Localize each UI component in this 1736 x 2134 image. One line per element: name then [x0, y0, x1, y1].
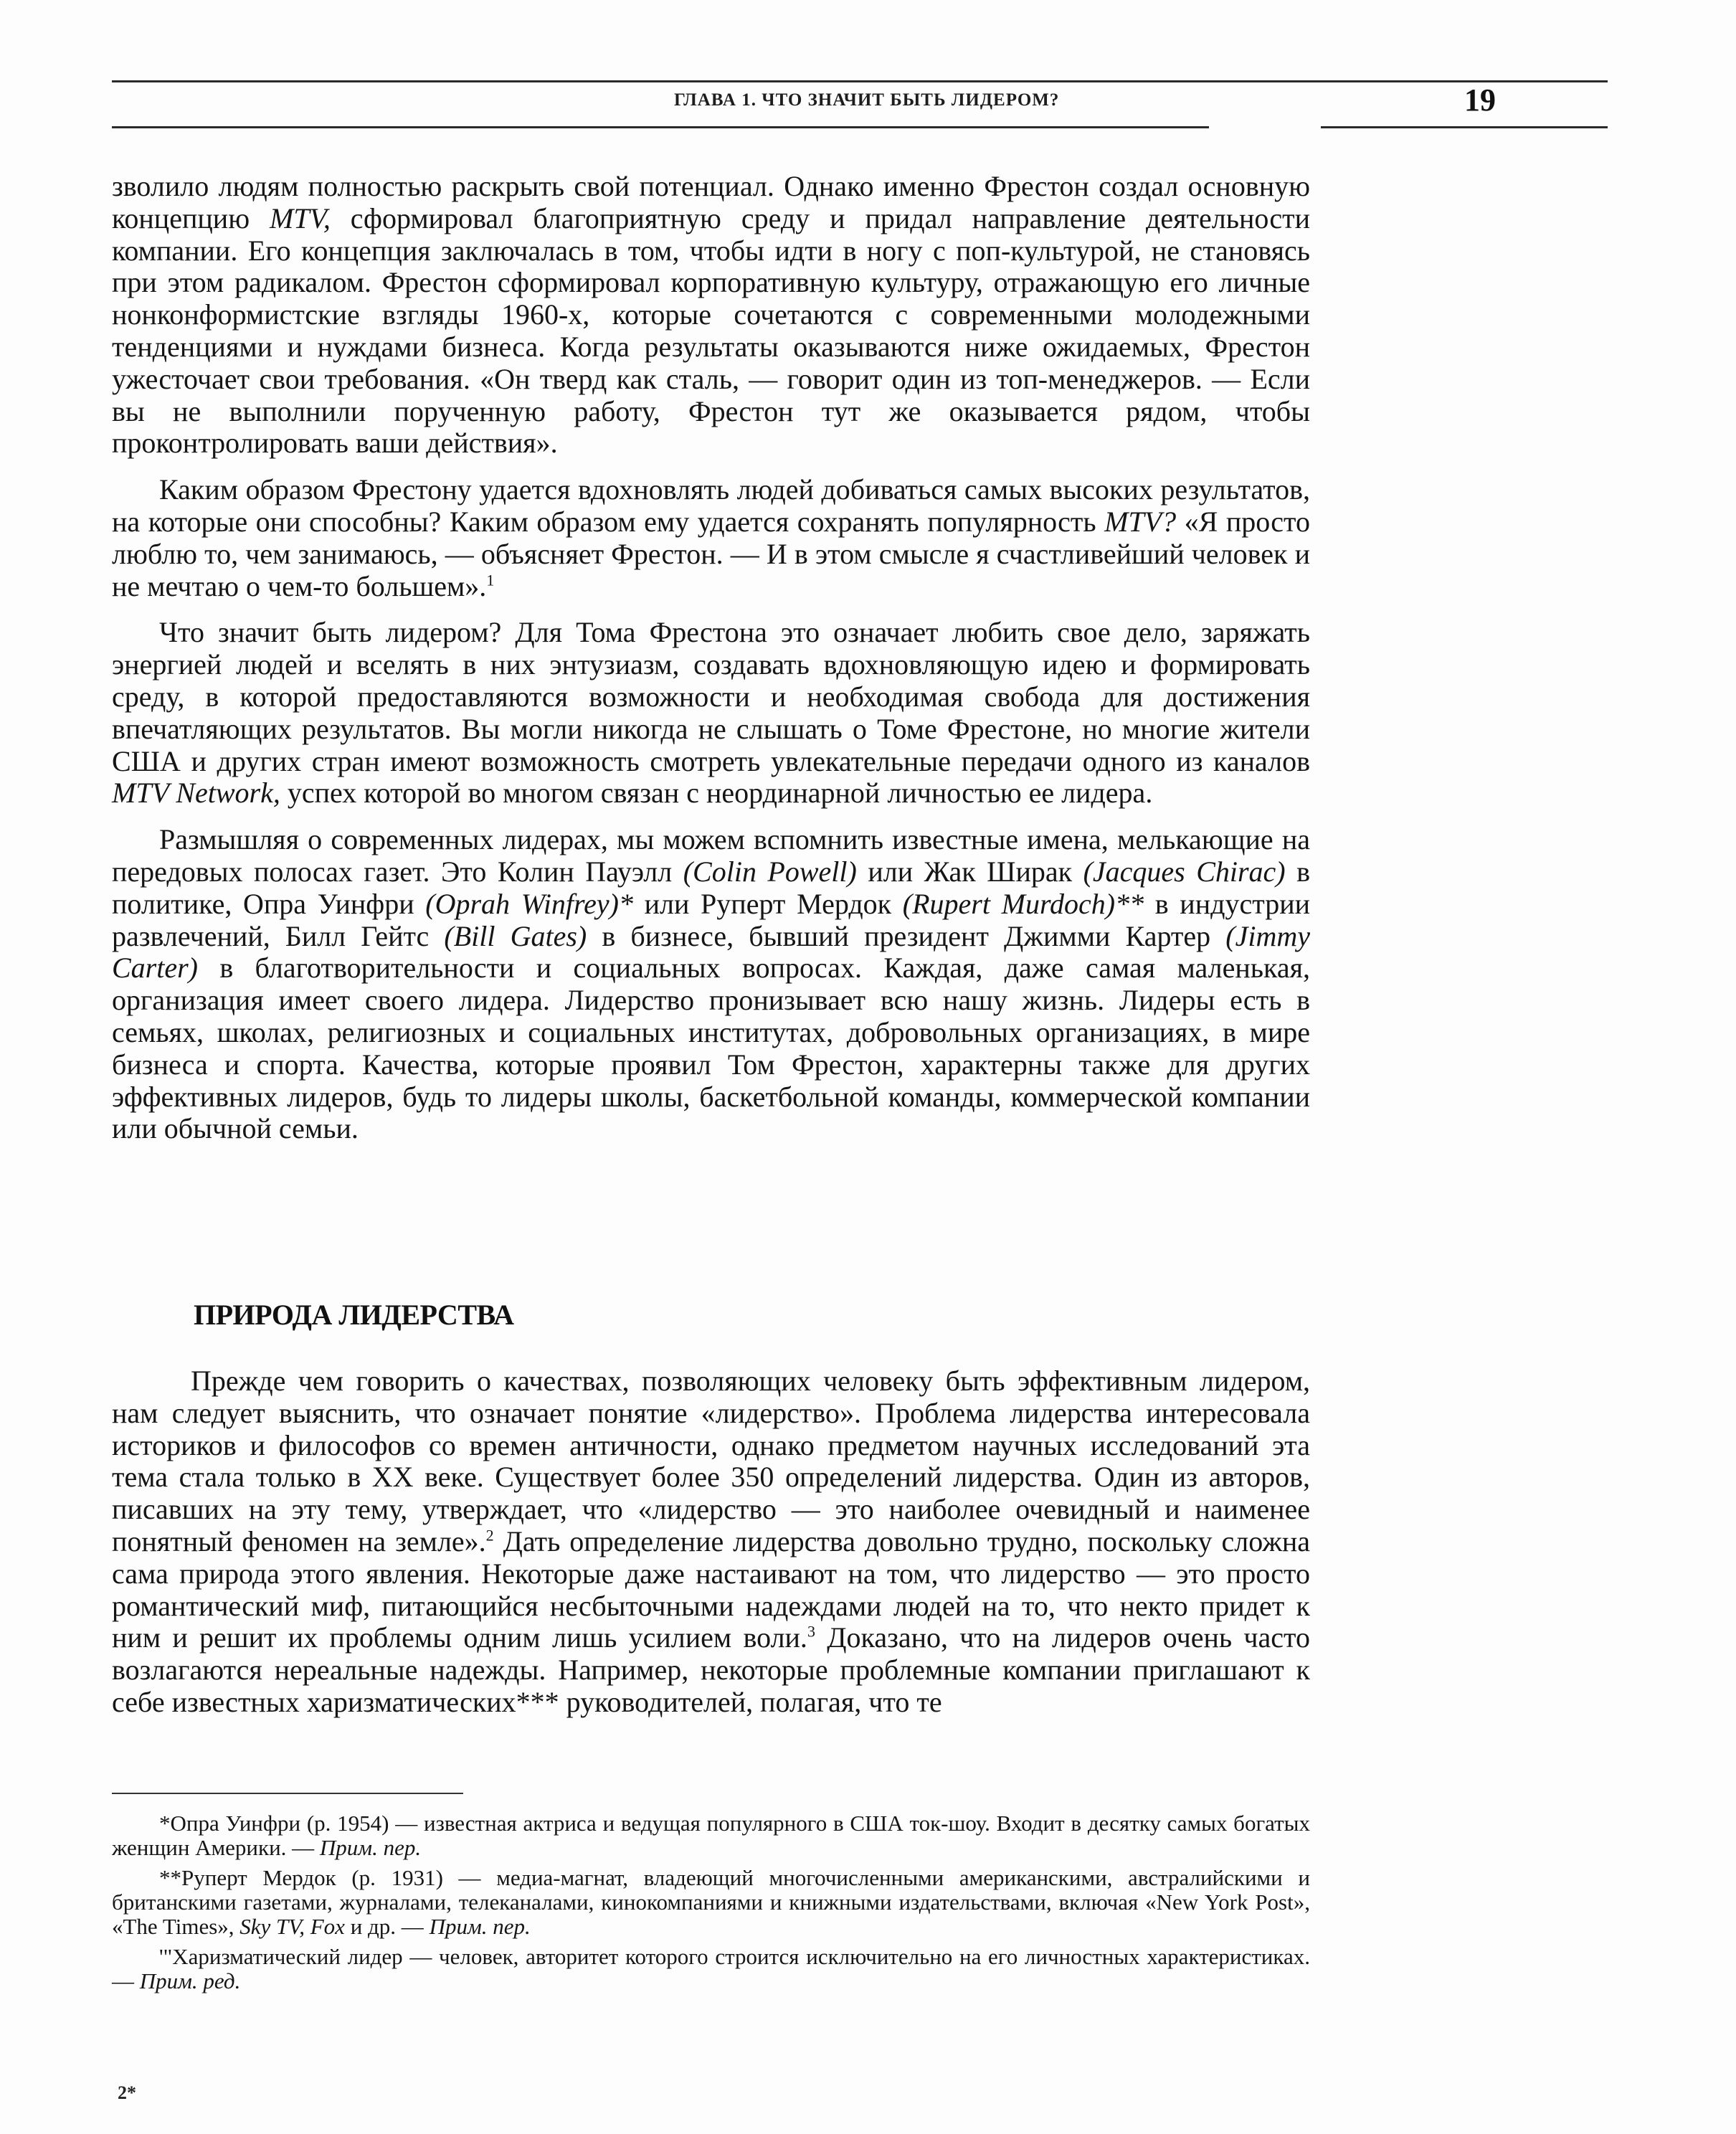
footnote: **Руперт Мердок (р. 1931) — медиа-магнат, владеющий многочисленными американскими, австралийскими и британскими газетами, журналами, телеканалами, кинокомпаниями и книжными издательствами, включая «New York Post», «The Times», Sky TV, Fox и др. — Прим. пер.	[112, 1865, 1310, 1939]
header-bottom-rule-right	[1321, 126, 1608, 128]
footnote-separator	[112, 1793, 463, 1794]
footnote: *Опра Уинфри (р. 1954) — известная актриса и ведущая популярного в США ток-шоу. Входит в десятку самых богатых женщин Америки. — Прим. пер.	[112, 1811, 1310, 1860]
chapter-title: ГЛАВА 1. ЧТО ЗНАЧИТ БЫТЬ ЛИДЕРОМ?	[674, 90, 1060, 110]
footnote: '"Харизматический лидер — человек, авторитет которого строится исключительно на его личностных характеристиках. — Прим. ред.	[112, 1944, 1310, 1993]
footnote-ref: 3	[807, 1623, 815, 1641]
section-body	[112, 1365, 1310, 1719]
footnotes	[112, 1811, 1310, 1999]
footnote-ref: 1	[486, 571, 495, 589]
header-bottom-rule-left	[112, 126, 1209, 128]
section-heading: ПРИРОДА ЛИДЕРСТВА	[194, 1299, 514, 1331]
footnote-ref: 2	[485, 1526, 494, 1545]
paragraph: зволило людям полностью раскрыть свой потенциал. Однако именно Фрестон создал основную концепцию MTV, сформировал благоприятную среду и придал направление деятельности компании. Его концепция заключалась в том, чтобы идти в ногу с поп-культурой, не становясь при этом радикалом. Фрестон сформировал корпоративную культуру, отражающую его личные нонконформистские взгляды 1960-х, которые сочетаются с современными молодежными тенденциями и нуждами бизнеса. Когда результаты оказываются ниже ожидаемых, Фрестон ужесточает свои требования. «Он тверд как сталь, — говорит один из топ-менеджеров. — Если вы не выполнили порученную работу, Фрестон тут же оказывается рядом, чтобы проконтролировать ваши действия».	[112, 170, 1310, 460]
body-text	[112, 171, 1310, 1160]
paragraph: Что значит быть лидером? Для Тома Фрестона это означает любить свое дело, заряжать энергией людей и вселять в них энтузиазм, создавать вдохновляющую идею и формировать среду, в которой предоставляются возможности и необходимая свобода для достижения впечатляющих результатов. Вы могли никогда не слышать о Томе Фрестоне, но многие жители США и других стран имеют возможность смотреть увлекательные передачи одного из каналов MTV Network, успех которой во многом связан с неординарной личностью ее лидера.	[112, 616, 1310, 810]
page-number: 19	[1464, 82, 1496, 118]
paragraph: Размышляя о современных лидерах, мы можем вспомнить известные имена, мелькающие на передовых полосах газет. Это Колин Пауэлл (Colin Powell) или Жак Ширак (Jacques Chirac) в политике, Опра Уинфри (Oprah Winfrey)* или Руперт Мердок (Rupert Murdoch)** в индустрии развлечений, Билл Гейтс (Bill Gates) в бизнесе, бывший президент Джимми Картер (Jimmy Carter) в благотворительности и социальных вопросах. Каждая, даже самая маленькая, организация имеет своего лидера. Лидерство пронизывает всю нашу жизнь. Лидеры есть в семьях, школах, религиозных и социальных институтах, добровольных организациях, в мире бизнеса и спорта. Качества, которые проявил Том Фрестон, характерны также для других эффективных лидеров, будь то лидеры школы, баскетбольной команды, коммерческой компании или обычной семьи.	[112, 823, 1311, 1145]
paragraph: Каким образом Фрестону удается вдохновлять людей добиваться самых высоких результатов, на которые они способны? Каким образом ему удается сохранять популярность MTV? «Я просто люблю то, чем занимаюсь, — объясняет Фрестон. — И в этом смысле я счастливейший человек и не мечтаю о чем-то большем».$^1$	[112, 473, 1310, 602]
signature-mark: 2*	[118, 2082, 136, 2103]
paragraph: Прежде чем говорить о качествах, позволяющих человеку быть эффективным лидером, нам следует выяснить, что означает понятие «лидерство». Проблема лидерства интересовала историков и философов со времен античности, однако предметом научных исследований эта тема стала только в XX веке. Существует более 350 определений лидерства. Один из авторов, писавших на эту тему, утверждает, что «лидерство — это наиболее очевидный и наименее понятный феномен на земле».$^2$ Дать определение лидерства довольно трудно, поскольку сложна сама природа этого явления. Некоторые даже настаивают на том, что лидерство — это просто романтический миф, питающийся несбыточными надеждами людей на то, что некто придет к ним и решит их проблемы одним лишь усилием воли.$^3$ Доказано, что на лидеров очень часто возлагаются нереальные надежды. Например, некоторые проблемные компании приглашают к себе известных харизматических*** руководителей, полагая, что те	[112, 1365, 1310, 1718]
header-top-rule	[112, 80, 1608, 82]
